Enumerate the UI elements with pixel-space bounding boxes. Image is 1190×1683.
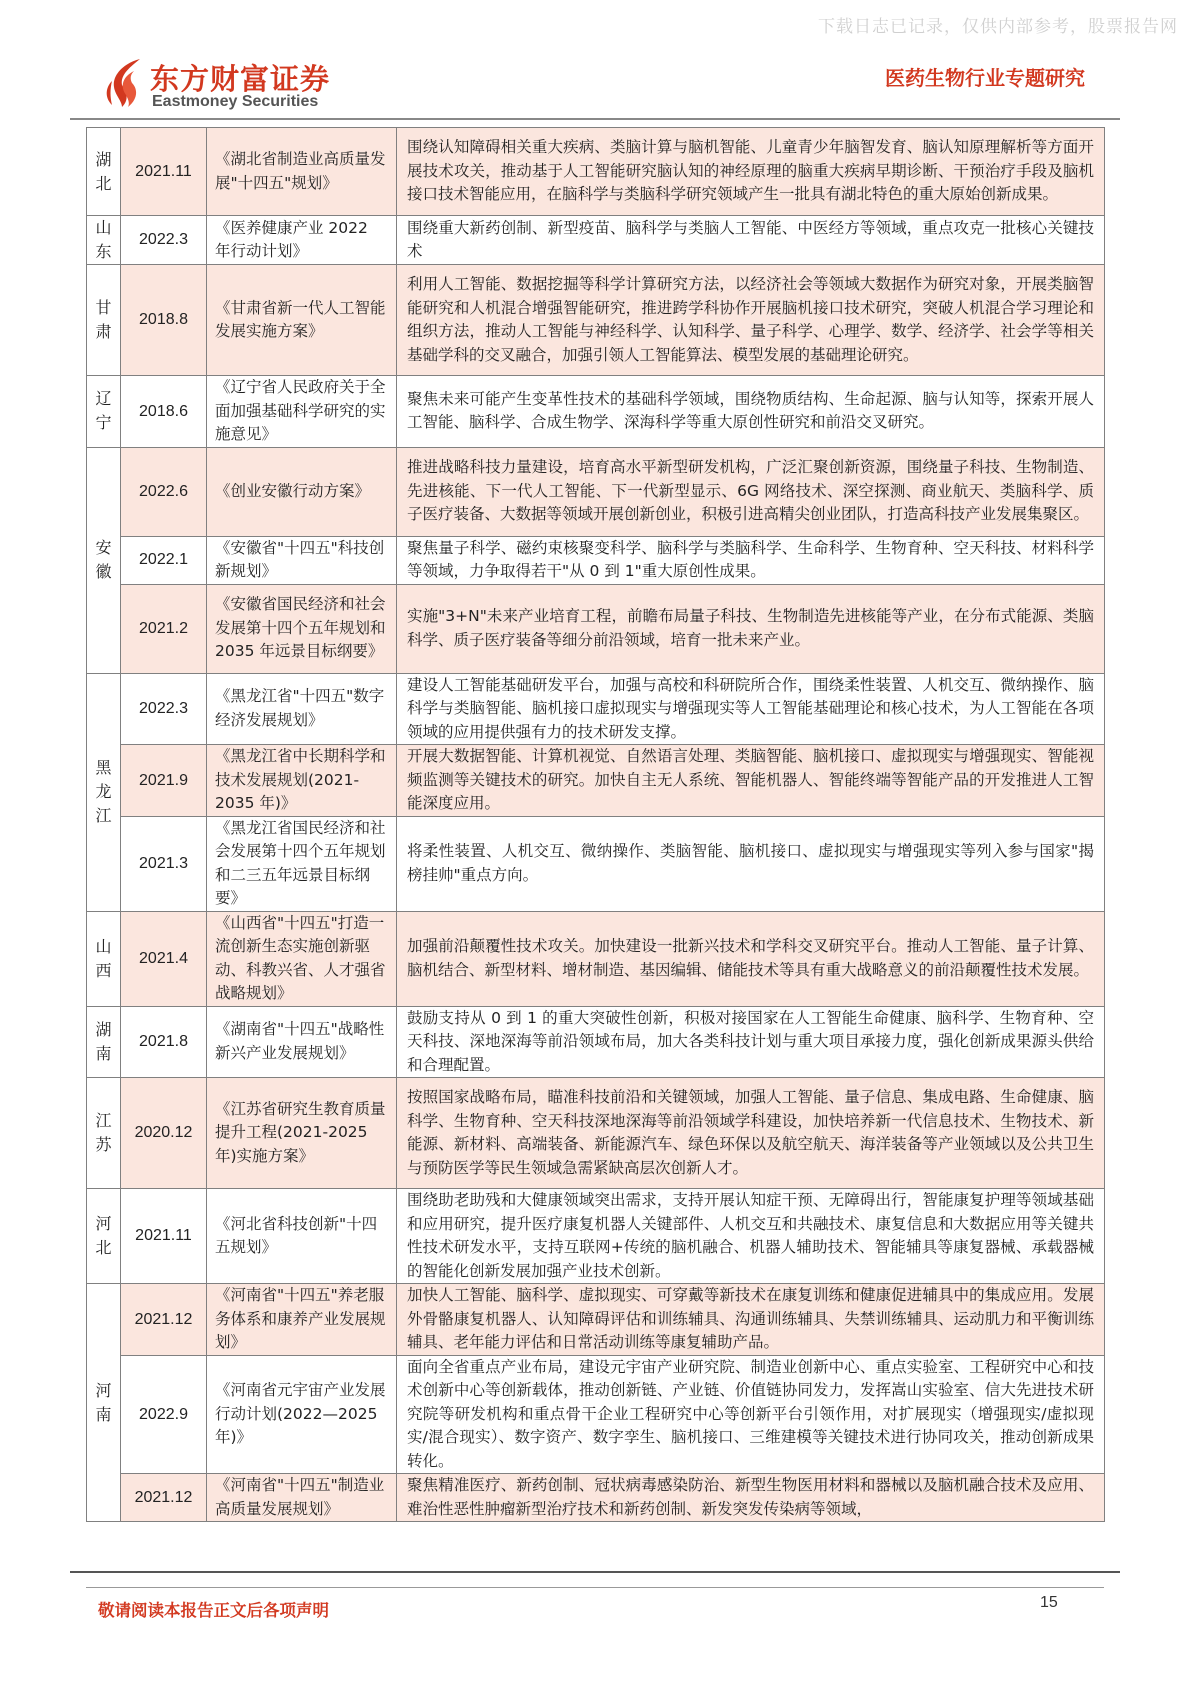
document-cell: 《黑龙江省中长期科学和技术发展规划(2021-2035 年)》 [207,745,397,817]
content-cell: 面向全省重点产业布局，建设元宇宙产业研究院、制造业创新中心、重点实验室、工程研究中心和技术创新中心等创新载体，推动创新链、产业链、价值链协同发力，发挥嵩山实验室、信大先进技术研究院等研发机构和重点骨干企业工程研究中心等创新平台引领作用，对扩展现实（增强现实/虚拟现实/混合现实）、数字资产、数字孪生、脑机接口、三维建模等关键技术进行协同攻关，推动创新成果转化。 [397,1355,1105,1474]
table-row [87,1284,1105,1356]
watermark: 下载日志已记录，仅供内部参考，股票报告网 [818,17,1178,37]
document-cell: 《医养健康产业 2022 年行动计划》 [207,216,397,265]
table-row [87,816,1105,911]
table-row [87,1078,1105,1189]
date-cell: 2021.9 [121,745,207,817]
date-cell: 2018.8 [121,265,207,376]
document-cell: 《创业安徽行动方案》 [207,447,397,536]
document-cell: 《山西省"十四五"打造一流创新生态实施创新驱动、科教兴省、人才强省战略规划》 [207,911,397,1006]
table-row [87,216,1105,265]
date-cell: 2018.6 [121,376,207,448]
date-cell: 2020.12 [121,1078,207,1189]
content-cell: 按照国家战略布局，瞄准科技前沿和关键领域，加强人工智能、量子信息、集成电路、生命健康、脑科学、生物育种、空天科技深地深海等前沿领域学科建设，加快培养新一代信息技术、生物技术、新能源、新材料、高端装备、新能源汽车、绿色环保以及航空航天、海洋装备等产业领域以及公共卫生与预防医学等民生领域急需紧缺高层次创新人才。 [397,1078,1105,1189]
table-row [87,447,1105,536]
content-cell: 聚焦量子科学、磁约束核聚变科学、脑科学与类脑科学、生命科学、生物育种、空天科技、材料科学等领域，力争取得若干"从 0 到 1"重大原创性成果。 [397,536,1105,584]
content-cell: 围绕助老助残和大健康领域突出需求，支持开展认知症干预、无障碍出行，智能康复护理等领域基础和应用研究，提升医疗康复机器人关键部件、人机交互和共融技术、康复信息和大数据应用等关键共性技术研发水平，支持互联网+传统的脑机融合、机器人辅助技术、智能辅具等康复器械、承载器械的智能化创新发展加强产业技术创新。 [397,1189,1105,1284]
company-logo [100,55,350,115]
page-number: 15 [1040,1594,1058,1611]
province-cell: 河 南 [87,1284,121,1522]
header-divider [70,118,1120,120]
table-row [87,265,1105,376]
table-row [87,673,1105,745]
province-cell: 甘 肃 [87,265,121,376]
disclaimer-text: 敬请阅读本报告正文后各项声明 [98,1601,329,1620]
logo-cn-text: 东方财富证券 [150,62,331,96]
table-row [87,376,1105,448]
document-cell: 《河南省"十四五"养老服务体系和康养产业发展规划》 [207,1284,397,1356]
table-row [87,1006,1105,1078]
date-cell: 2021.11 [121,1189,207,1284]
content-cell: 实施"3+N"未来产业培育工程，前瞻布局量子科技、生物制造先进核能等产业，在分布式能源、类脑科学、质子医疗装备等细分前沿领域，培育一批未来产业。 [397,584,1105,673]
province-cell: 山 东 [87,216,121,265]
document-cell: 《河北省科技创新"十四五规划》 [207,1189,397,1284]
flame-logo-icon [100,57,148,109]
content-cell: 聚焦未来可能产生变革性技术的基础科学领域，围绕物质结构、生命起源、脑与认知等，探索开展人工智能、脑科学、合成生物学、深海科学等重大原创性研究和前沿交叉研究。 [397,376,1105,448]
content-cell: 聚焦精准医疗、新药创制、冠状病毒感染防治、新型生物医用材料和器械以及脑机融合技术及应用、难治性恶性肿瘤新型治疗技术和新药创制、新发突发传染病等领域， [397,1474,1105,1522]
province-cell: 黑 龙 江 [87,673,121,911]
content-cell: 围绕重大新药创制、新型疫苗、脑科学与类脑人工智能、中医经方等领域，重点攻克一批核心关键技术 [397,216,1105,265]
province-cell: 安 徽 [87,447,121,673]
province-cell: 江 苏 [87,1078,121,1189]
date-cell: 2021.2 [121,584,207,673]
table-row [87,745,1105,817]
date-cell: 2022.1 [121,536,207,584]
date-cell: 2021.4 [121,911,207,1006]
date-cell: 2022.3 [121,216,207,265]
date-cell: 2021.3 [121,816,207,911]
province-cell: 湖 南 [87,1006,121,1078]
document-cell: 《河南省元宇宙产业发展行动计划(2022—2025 年)》 [207,1355,397,1474]
table-row [87,1355,1105,1474]
content-cell: 开展大数据智能、计算机视觉、自然语言处理、类脑智能、脑机接口、虚拟现实与增强现实、智能视频监测等关键技术的研究。加快自主无人系统、智能机器人、智能终端等智能产品的开发推进人工智能深度应用。 [397,745,1105,817]
table-row [87,128,1105,216]
date-cell: 2021.12 [121,1474,207,1522]
policy-table [86,127,1105,1522]
province-cell: 河 北 [87,1189,121,1284]
content-cell: 加快人工智能、脑科学、虚拟现实、可穿戴等新技术在康复训练和健康促进辅具中的集成应用。发展外骨骼康复机器人、认知障碍评估和训练辅具、沟通训练辅具、失禁训练辅具、运动肌力和平衡训练辅具、老年能力评估和日常活动训练等康复辅助产品。 [397,1284,1105,1356]
content-cell: 将柔性装置、人机交互、微纳操作、类脑智能、脑机接口、虚拟现实与增强现实等列入参与国家"揭榜挂帅"重点方向。 [397,816,1105,911]
content-cell: 利用人工智能、数据挖掘等科学计算研究方法，以经济社会等领域大数据作为研究对象，开展类脑智能研究和人机混合增强智能研究，推进跨学科协作开展脑机接口技术研究，突破人机混合学习理论和组织方法，推动人工智能与神经科学、认知科学、量子科学、心理学、数学、经济学、社会学等相关基础学科的交叉融合，加强引领人工智能算法、模型发展的基础理论研究。 [397,265,1105,376]
table-row [87,1189,1105,1284]
date-cell: 2022.3 [121,673,207,745]
report-type-title: 医药生物行业专题研究 [885,66,1085,90]
table-row [87,536,1105,584]
province-cell: 山 西 [87,911,121,1006]
table-row [87,584,1105,673]
document-cell: 《湖南省"十四五"战略性新兴产业发展规划》 [207,1006,397,1078]
content-cell: 推进战略科技力量建设，培育高水平新型研发机构，广泛汇聚创新资源，围绕量子科技、生物制造、先进核能、下一代人工智能、下一代新型显示、6G 网络技术、深空探测、商业航天、类脑科学、质子医疗装备、大数据等领域开展创新创业，积极引进高精尖创业团队，打造高科技产业发展集聚区。 [397,447,1105,536]
document-cell: 《湖北省制造业高质量发展"十四五"规划》 [207,128,397,216]
content-cell: 鼓励支持从 0 到 1 的重大突破性创新，积极对接国家在人工智能生命健康、脑科学、生物育种、空天科技、深地深海等前沿领域布局，加大各类科技计划与重大项目承接力度，强化创新成果源头供给和合理配置。 [397,1006,1105,1078]
date-cell: 2021.12 [121,1284,207,1356]
date-cell: 2022.9 [121,1355,207,1474]
document-cell: 《黑龙江省"十四五"数字经济发展规划》 [207,673,397,745]
document-cell: 《江苏省研究生教育质量提升工程(2021-2025 年)实施方案》 [207,1078,397,1189]
content-cell: 建设人工智能基础研发平台，加强与高校和科研院所合作，围绕柔性装置、人机交互、微纳操作、脑科学与类脑智能、脑机接口虚拟现实与增强现实等人工智能基础理论和核心技术，为人工智能在各项领域的应用提供强有力的技术研发支撑。 [397,673,1105,745]
document-cell: 《甘肃省新一代人工智能发展实施方案》 [207,265,397,376]
date-cell: 2021.8 [121,1006,207,1078]
document-cell: 《河南省"十四五"制造业高质量发展规划》 [207,1474,397,1522]
table-row [87,911,1105,1006]
province-cell: 辽 宁 [87,376,121,448]
date-cell: 2022.6 [121,447,207,536]
footer-divider [86,1587,1104,1588]
document-cell: 《辽宁省人民政府关于全面加强基础科学研究的实施意见》 [207,376,397,448]
document-cell: 《安徽省"十四五"科技创新规划》 [207,536,397,584]
content-cell: 加强前沿颠覆性技术攻关。加快建设一批新兴技术和学科交叉研究平台。推动人工智能、量子计算、脑机结合、新型材料、增材制造、基因编辑、储能技术等具有重大战略意义的前沿颠覆性技术发展。 [397,911,1105,1006]
logo-en-text: Eastmoney Securities [152,93,319,110]
province-cell: 湖 北 [87,128,121,216]
content-cell: 围绕认知障碍相关重大疾病、类脑计算与脑机智能、儿童青少年脑智发育、脑认知原理解析等方面开展技术攻关，推动基于人工智能研究脑认知的神经原理的脑重大疾病早期诊断、干预治疗手段及脑机接口技术智能应用，在脑科学与类脑科学研究领域产生一批具有湖北特色的重大原始创新成果。 [397,128,1105,216]
date-cell: 2021.11 [121,128,207,216]
table-bottom-rule [70,1571,1120,1573]
document-cell: 《黑龙江省国民经济和社会发展第十四个五年规划和二三五年远景目标纲要》 [207,816,397,911]
document-cell: 《安徽省国民经济和社会发展第十四个五年规划和 2035 年远景目标纲要》 [207,584,397,673]
table-row [87,1474,1105,1522]
